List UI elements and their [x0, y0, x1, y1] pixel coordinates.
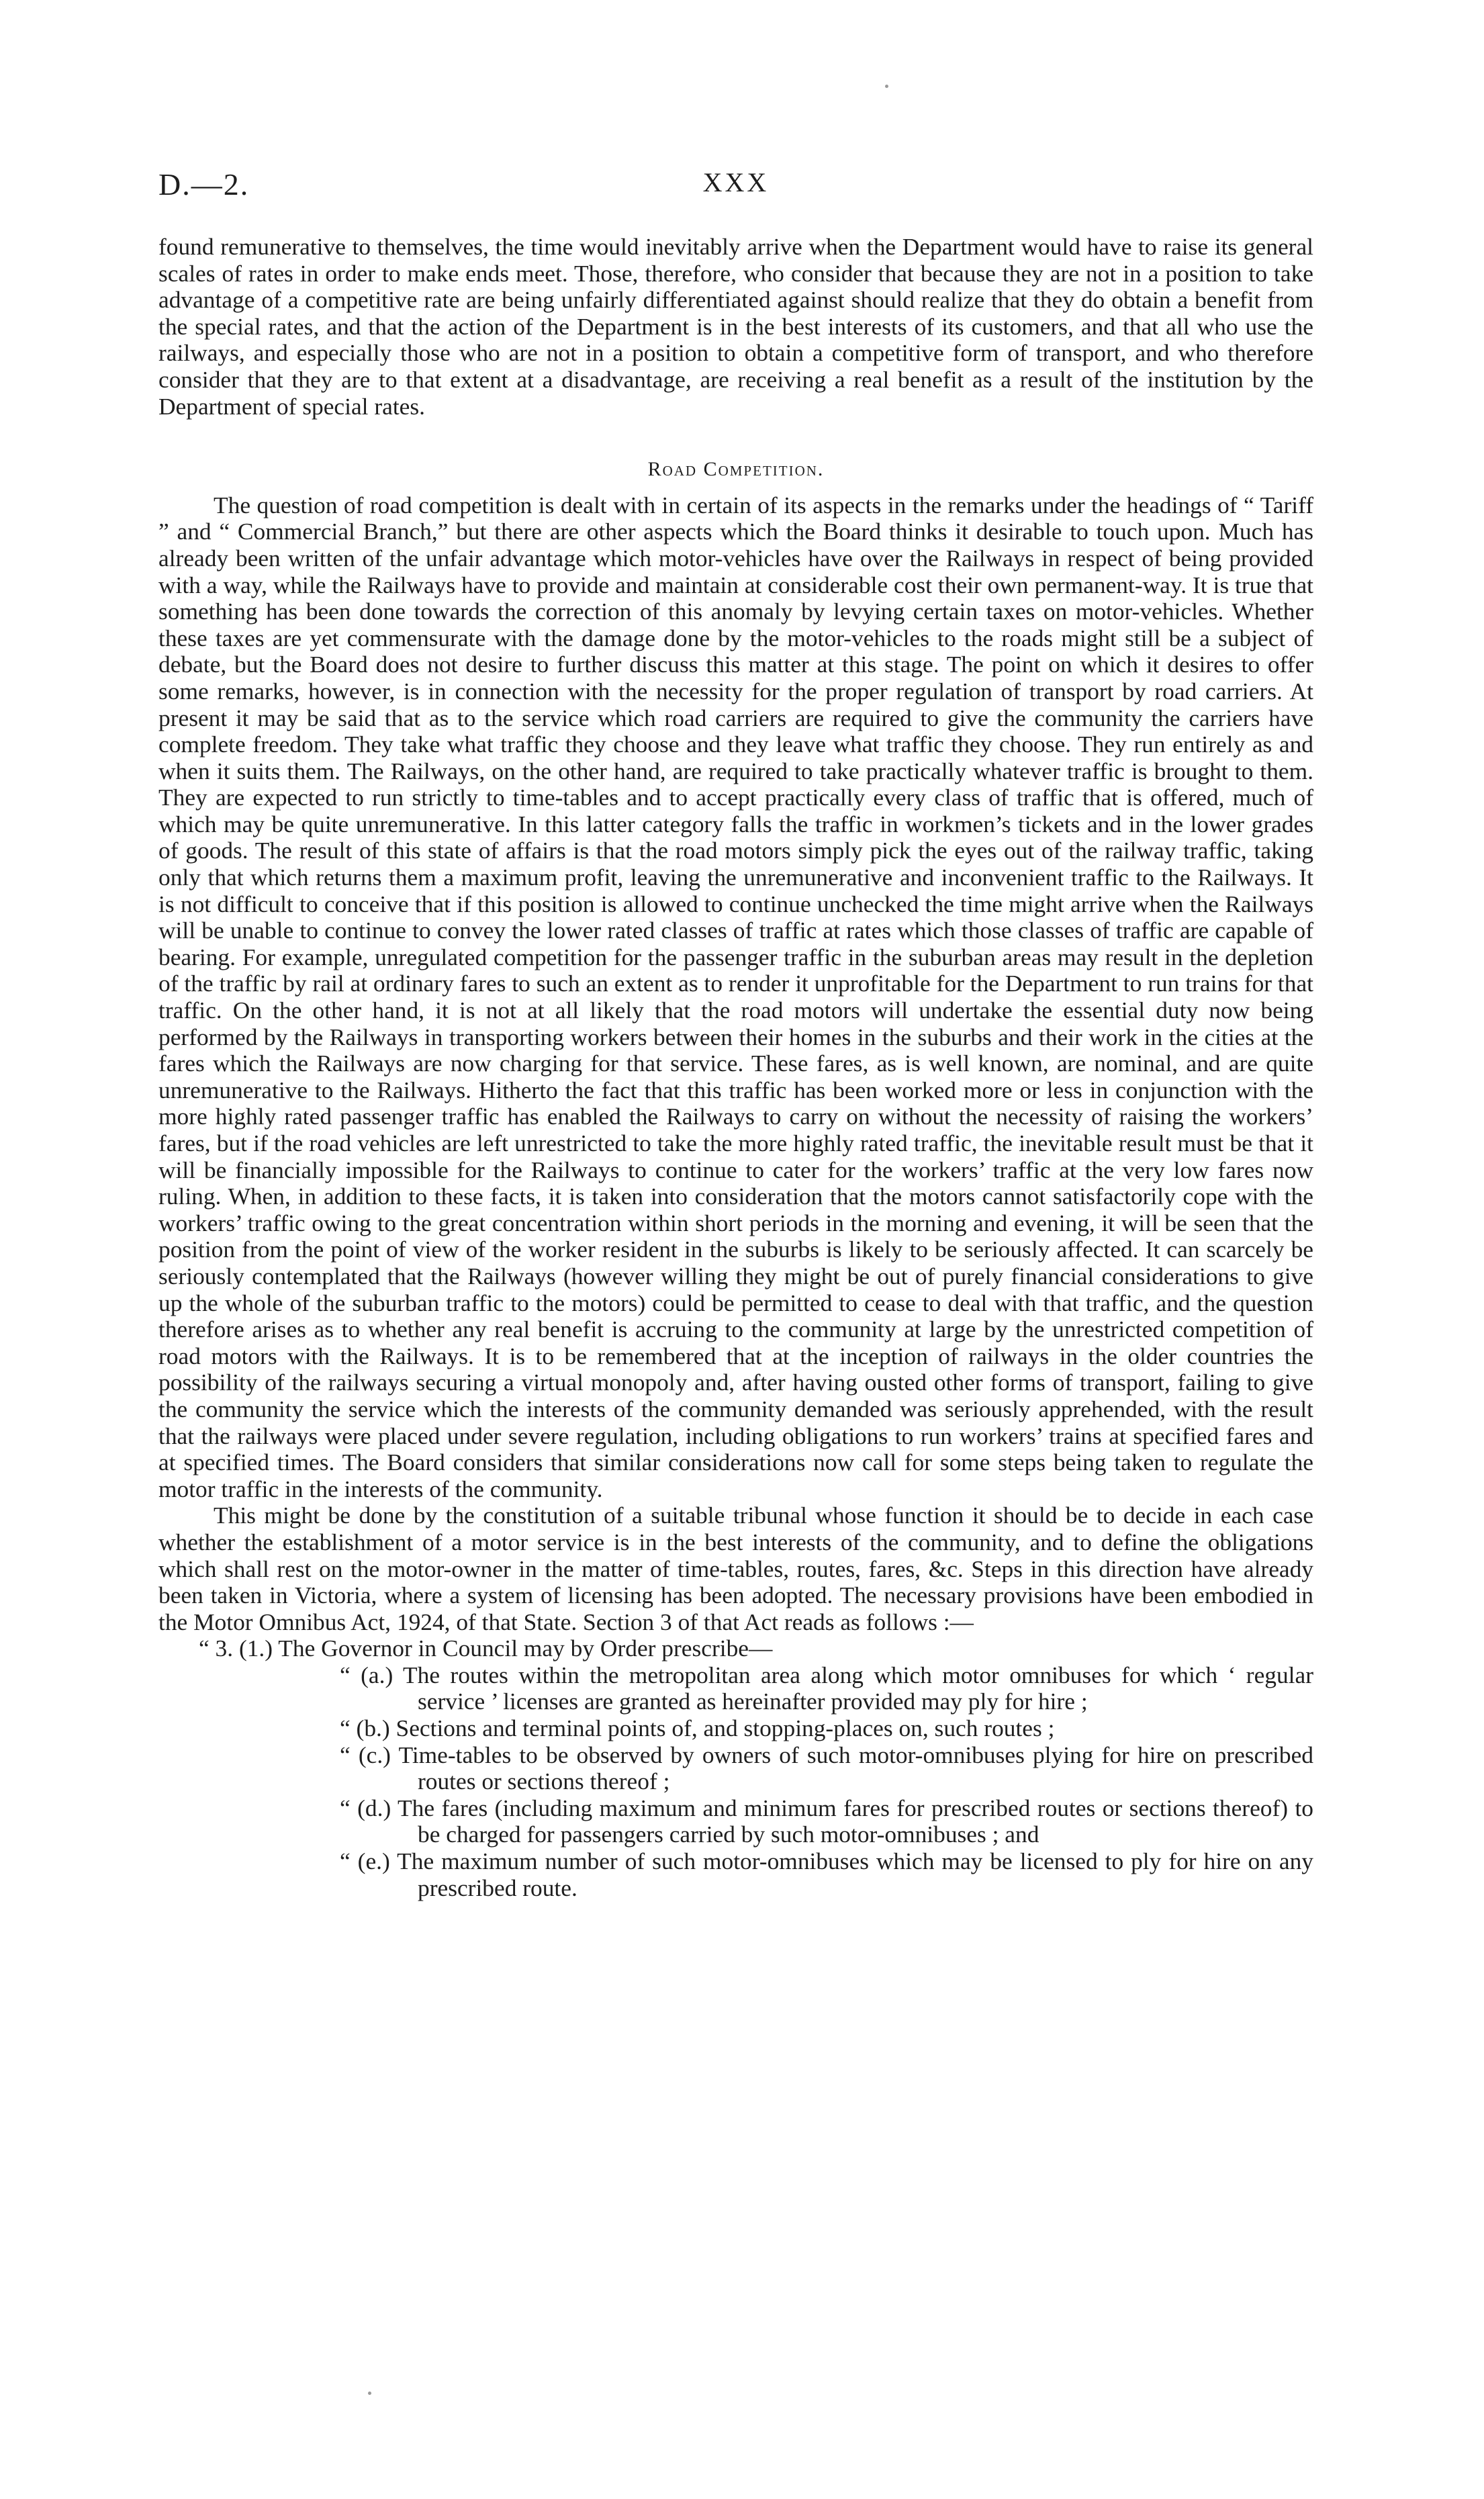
page-header: [158, 167, 1313, 207]
section-heading: Road Competition.: [647, 458, 825, 481]
quote-clause-a: “ (a.) The routes within the metropolitan area along which motor omnibuses for which ‘ regular service ’ licenses are granted as hereinafter provided may ply for hire ;: [340, 1661, 1313, 1715]
quote-lead: “ 3. (1.) The Governor in Council may by Order prescribe—: [199, 1635, 773, 1662]
intro-paragraph: found remunerative to themselves, the time would inevitably arrive when the Department would have to raise its general scales of rates in order to make ends meet. Those, therefore, who consider that because they are not in a position to take advantage of a competitive rate are being unfairly differentiated against should realize that they do obtain a benefit from the special rates, and that the action of the Department is in the best interests of its customers, and that all who use the railways, and especially those who are not in a position to obtain a competitive form of transport, and who therefore consider that they are to that extent at a disadvantage, are receiving a real benefit as a result of the institution by the Department of special rates.: [158, 233, 1313, 420]
quote-clause-d: “ (d.) The fares (including maximum and minimum fares for prescribed routes or sections thereof) to be charged for passengers carried by such motor-omnibuses ; and: [340, 1794, 1313, 1848]
paragraph-tribunal: This might be done by the constitution of a suitable tribunal whose function it should be to decide in each case whether the establishment of a motor service is in the best interests of the community, and to define the obligations which shall rest on the motor-owner in the matter of time-tables, routes, fares, &c. Steps in this direction have already been taken in Victoria, where a system of licensing has been adopted. The necessary provisions have been embodied in the Motor Omnibus Act, 1924, of that State. Section 3 of that Act reads as follows :—: [158, 1502, 1313, 1635]
page-number: XXX: [702, 167, 770, 197]
body-text: [158, 234, 1313, 1901]
scan-speck: [368, 2392, 371, 2395]
quote-clause-e: “ (e.) The maximum number of such motor-omnibuses which may be licensed to ply for hire on any prescribed route.: [340, 1848, 1313, 1901]
document-reference: D.—2.: [158, 167, 250, 201]
paragraph-road-competition: The question of road competition is dealt with in certain of its aspects in the remarks under the headings of “ Tariff ” and “ Commercial Branch,” but there are other aspects which the Board thinks it desirable to touch upon. Much has already been written of the unfair advantage which motor-vehicles have over the Railways in respect of being provided with a way, while the Railways have to provide and maintain at considerable cost their own permanent-way. It is true that something has been done towards the correction of this anomaly by levying certain taxes on motor-vehicles. Whether these taxes are yet commensurate with the damage done by the motor-vehicles to the roads might still be a subject of debate, but the Board does not desire to further discuss this matter at this stage. The point on which it desires to offer some remarks, however, is in connection with the necessity for the proper regulation of transport by road carriers. At present it may be said that as to the service which road carriers are required to give the community the carriers have complete freedom. They take what traffic they choose and they leave what traffic they choose. They run entirely as and when it suits them. The Railways, on the other hand, are required to take practically whatever traffic is brought to them. They are expected to run strictly to time-tables and to accept practically every class of traffic that is offered, much of which may be quite unremunerative. In this latter category falls the traffic in workmen’s tickets and in the lower grades of goods. The result of this state of affairs is that the road motors simply pick the eyes out of the railway traffic, taking only that which returns them a maximum profit, leaving the unremunerative and inconvenient traffic to the Railways. It is not difficult to conceive that if this position is allowed to continue unchecked the time might arrive when the Railways will be unable to continue to convey the lower rated classes of traffic at rates which those classes of traffic are capable of bearing. For example, unregulated competition for the passenger traffic in the suburban areas may result in the depletion of the traffic by rail at ordinary fares to such an extent as to render it unprofitable for the Department to run trains for that traffic. On the other hand, it is not at all likely that the road motors will undertake the essential duty now being performed by the Railways in transporting workers between their homes in the suburbs and their work in the cities at the fares which the Railways are now charging for that service. These fares, as is well known, are nominal, and are quite unremunerative to the Railways. Hitherto the fact that this traffic has been worked more or less in conjunction with the more highly rated passenger traffic has enabled the Railways to carry on without the necessity of raising the workers’ fares, but if the road vehicles are left unrestricted to take the more highly rated traffic, the inevitable result must be that it will be financially impossible for the Railways to continue to cater for the workers’ traffic at the very low fares now ruling. When, in addition to these facts, it is taken into consideration that the motors cannot satisfactorily cope with the workers’ traffic owing to the great concentration within short periods in the morning and evening, it will be seen that the position from the point of view of the worker resident in the suburbs is likely to be seriously affected. It can scarcely be seriously contemplated that the Railways (however willing they might be out of purely financial considerations to give up the whole of the suburban traffic to the motors) could be permitted to cease to deal with that traffic, and the question therefore arises as to whether any real benefit is accruing to the community at large by the unrestricted competition of road motors with the Railways. It is to be remembered that at the inception of railways in the older countries the possibility of the railways securing a virtual monopoly and, after having ousted other forms of transport, failing to give the community the service which the interests of the community demanded was seriously apprehended, with the result that the railways were placed under severe regulation, including obligations to run workers’ trains at specified fares and at specified times. The Board considers that similar considerations now call for some steps being taken to regulate the motor traffic in the interests of the community.: [158, 491, 1313, 1502]
quote-clause-c: “ (c.) Time-tables to be observed by owners of such motor-omnibuses plying for hire on prescribed routes or sections thereof ;: [340, 1741, 1313, 1795]
act-quotation: [158, 1635, 1313, 1901]
quote-clause-b: “ (b.) Sections and terminal points of, and stopping-places on, such routes ;: [340, 1715, 1055, 1742]
scan-speck: [885, 85, 888, 88]
